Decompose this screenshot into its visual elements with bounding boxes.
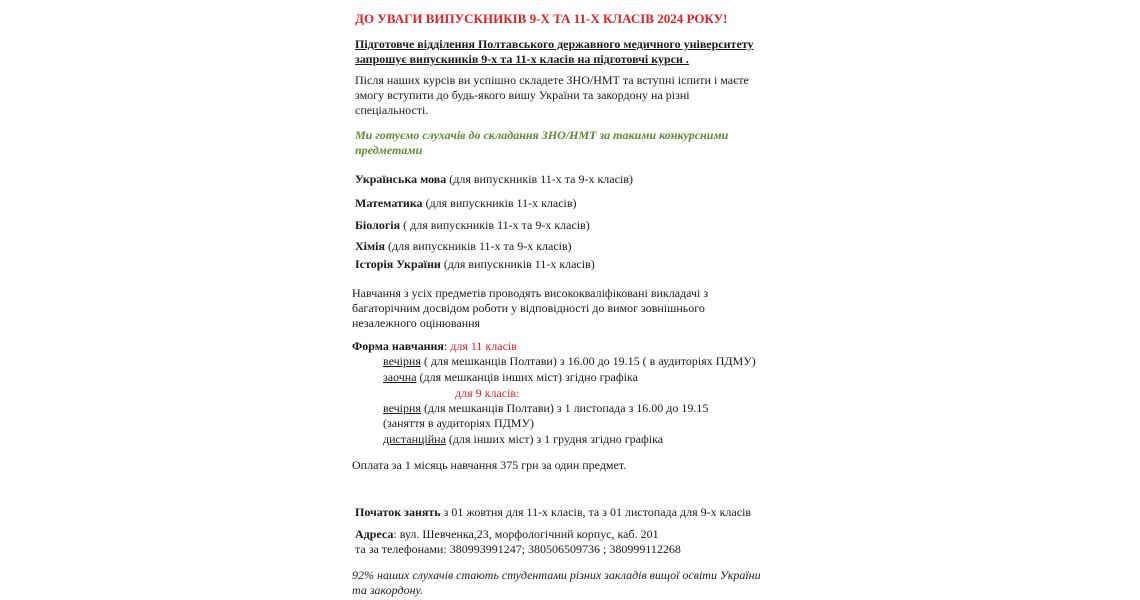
start-label: Початок занять [355,505,441,519]
lead-line-1: Після наших курсів ви успішно складете ЗНО/НМТ та вступні іспити і маєте [355,73,749,87]
footer-line-2: та закордону. [352,583,424,597]
preparation-heading [355,128,728,158]
study-form-heading [352,339,517,354]
announcement-title: ДО УВАГИ ВИПУСКНИКІВ 9-Х ТА 11-Х КЛАСІВ 2024 РОКУ! [355,11,728,26]
phones-line: та за телефонами: 380993991247; 380506509736 ; 380999112268 [355,542,681,556]
teachers-line-3: незалежного оцінювання [352,316,481,330]
payment-info: Оплата за 1 місяць навчання 375 грн за один предмет. [352,458,627,472]
evening-9-label: вечірня [383,401,421,415]
study-form-label: Форма навчання [352,339,444,353]
footer-note [352,568,761,598]
subject-item [355,218,590,233]
evening-11-line [383,354,756,369]
intro-line-1: Підготовче відділення Полтавського державного медичного університету [355,37,754,51]
teachers-line-1: Навчання з усіх предметів проводять висококваліфіковані викладачі з [352,286,709,300]
evening-9-details-line-2: (заняття в аудиторіях ПДМУ) [383,416,534,430]
subject-note: ( для випускників 11-х та 9-х класів) [400,218,590,232]
subject-name: Українська мова [355,172,447,186]
address-details: : вул. Шевченка,23, морфологічний корпус, каб. 201 [393,527,659,541]
preparation-line-2: предметами [355,143,423,157]
address-line [355,527,681,542]
grade-9-heading: для 9 класів: [455,386,520,400]
address-label: Адреса [355,527,394,541]
subject-item [355,196,577,211]
subject-name: Математика [355,196,423,210]
distance-details: (для інших міст) з 1 грудня згідно графіка [445,432,664,446]
subject-item [355,239,572,254]
distance-label: дистанційна [383,432,446,446]
subject-note: (для випускників 11-х класів) [422,196,577,210]
grade-11-heading: для 11 класів [450,339,517,353]
distance-line [383,432,663,447]
lead-line-2: змогу вступити до будь-якого вишу України та закордону на різні [355,88,690,102]
subject-name: Історія України [355,257,441,271]
start-info [355,505,751,520]
subject-name: Біологія [355,218,401,232]
subject-item [355,172,633,187]
evening-11-details: ( для мешканців Полтави) з 16.00 до 19.15 ( в аудиторіях ПДМУ) [420,354,756,368]
study-form-colon: : [443,339,451,353]
evening-9-details: (для мешканців Полтави) з 1 листопада з 16.00 до 19.15 [420,401,709,415]
intro-line-2: запрошує випускників 9-х та 11-х класів на підготовчі курси . [355,52,689,66]
evening-11-label: вечірня [383,354,421,368]
correspondence-details: (для мешканців інших міст) згідно графіка [416,370,638,384]
correspondence-line [383,370,638,385]
subject-note: (для випускників 11-х та 9-х класів) [385,239,572,253]
subject-note: (для випускників 11-х та 9-х класів) [446,172,633,186]
intro-paragraph [355,37,754,67]
lead-paragraph [355,73,749,118]
subject-note: (для випускників 11-х класів) [440,257,595,271]
evening-9-line [383,401,708,416]
subject-item [355,257,595,272]
lead-line-3: спеціальності. [355,103,429,117]
preparation-line-1: Ми готуємо слухачів до складання ЗНО/НМТ за такими конкурсними [355,128,729,142]
teachers-paragraph [352,286,708,331]
footer-line-1: 92% наших слухачів стають студентами різних закладів вищої освіти України [352,568,761,582]
subject-name: Хімія [355,239,385,253]
start-details: з 01 жовтня для 11-х класів, та з 01 листопада для 9-х класів [440,505,752,519]
teachers-line-2: багаторічним досвідом роботи у відповідності до вимог зовнішнього [352,301,705,315]
address-block [355,527,681,557]
correspondence-label: заочна [383,370,417,384]
